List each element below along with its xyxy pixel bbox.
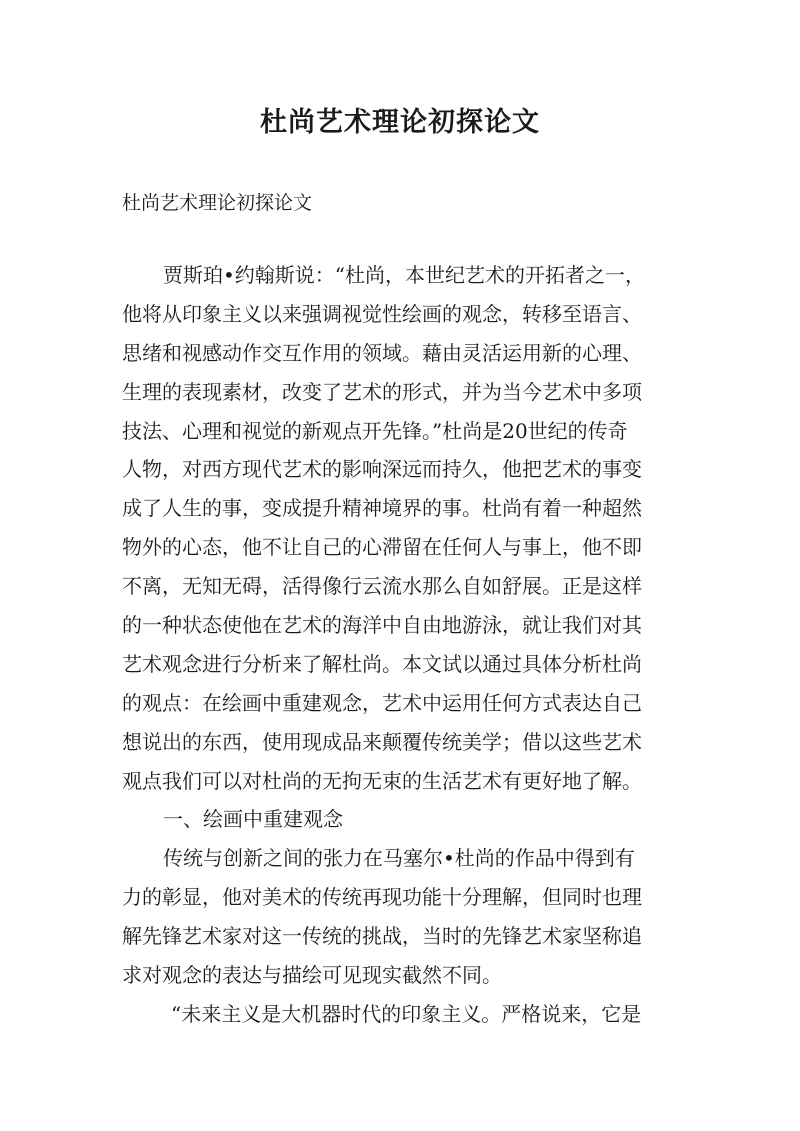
document-subtitle: 杜尚艺术理论初探论文 xyxy=(122,192,313,214)
section-heading: 一、绘画中重建观念 xyxy=(163,807,343,832)
paragraph-line: 艺术观念进行分析来了解杜尚。本文试以通过具体分析杜尚 xyxy=(122,651,642,676)
paragraph-line: 求对观念的表达与描绘可见现实截然不同。 xyxy=(122,963,502,988)
paragraph-line: 物外的心态，他不让自己的心滞留在任何人与事上，他不即 xyxy=(122,535,642,560)
document-body xyxy=(122,256,692,1034)
document-title: 杜尚艺术理论初探论文 xyxy=(260,107,540,138)
paragraph-line: 的观点：在绘画中重建观念，艺术中运用任何方式表达自己 xyxy=(122,690,642,715)
paragraph-line: 生理的表现素材，改变了艺术的形式，并为当今艺术中多项 xyxy=(122,379,642,404)
paragraph-line: 传统与创新之间的张力在马塞尔•杜尚的作品中得到有 xyxy=(163,846,635,871)
paragraph-line: “未来主义是大机器时代的印象主义。严格说来，它是 xyxy=(171,1001,642,1026)
paragraph-line: 成了人生的事，变成提升精神境界的事。杜尚有着一种超然 xyxy=(122,496,642,521)
paragraph-line: 他将从印象主义以来强调视觉性绘画的观念，转移至语言、 xyxy=(122,301,642,326)
paragraph-line: 观点我们可以对杜尚的无拘无束的生活艺术有更好地了解。 xyxy=(122,768,642,793)
paragraph-line: 技法、心理和视觉的新观点开先锋。”杜尚是20世纪的传奇 xyxy=(122,418,628,443)
paragraph-line: 想说出的东西，使用现成品来颠覆传统美学；借以这些艺术 xyxy=(122,729,642,754)
paragraph-line: 解先锋艺术家对这一传统的挑战，当时的先锋艺术家坚称追 xyxy=(122,924,642,949)
paragraph-line: 贾斯珀•约翰斯说：“杜尚，本世纪艺术的开拓者之一， xyxy=(163,263,646,287)
paragraph-line: 不离，无知无碍，活得像行云流水那么自如舒展。正是这样 xyxy=(122,574,642,599)
paragraph-line: 人物，对西方现代艺术的影响深远而持久，他把艺术的事变 xyxy=(122,457,642,482)
paragraph-line: 思绪和视感动作交互作用的领域。藉由灵活运用新的心理、 xyxy=(122,340,642,365)
paragraph-line: 力的彰显，他对美术的传统再现功能十分理解，但同时也理 xyxy=(122,885,642,910)
paragraph-line: 的一种状态使他在艺术的海洋中自由地游泳，就让我们对其 xyxy=(122,613,642,638)
